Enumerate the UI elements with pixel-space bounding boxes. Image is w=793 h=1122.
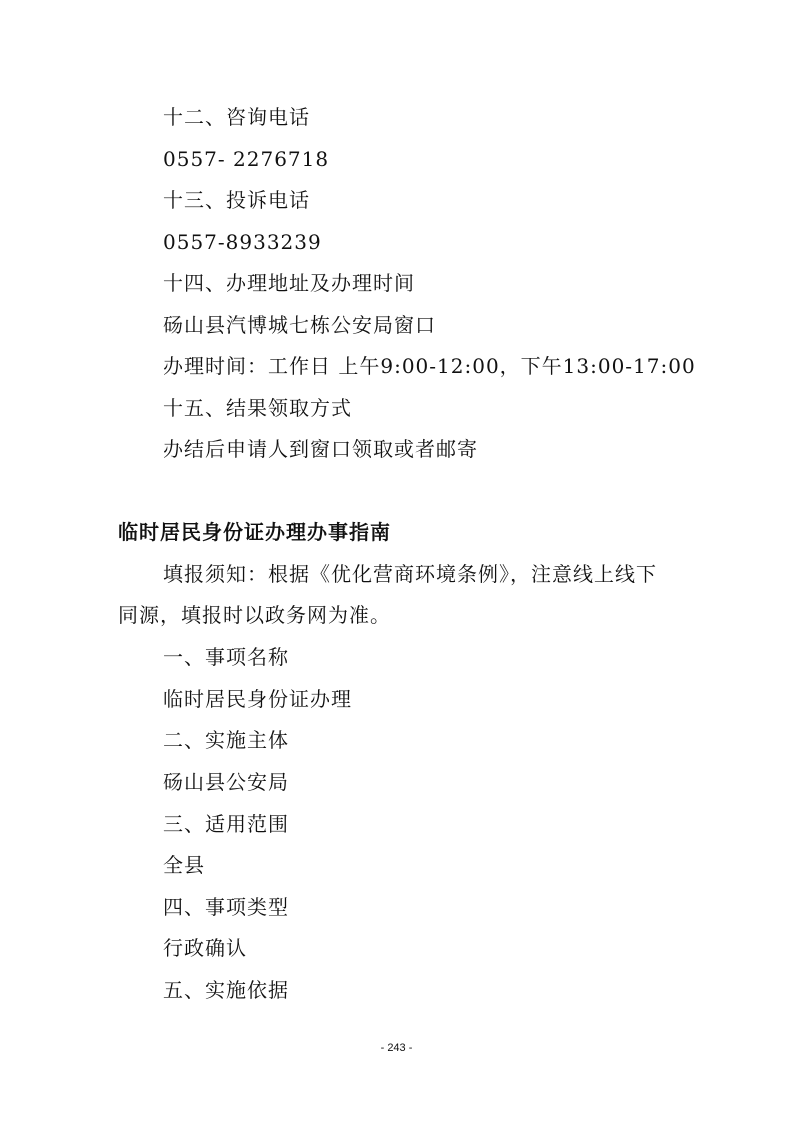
- page-number: - 243 -: [380, 1042, 413, 1054]
- heading-consult-phone: 十二、咨询电话: [163, 105, 310, 129]
- office-hours: 办理时间：工作日 上午9:00-12:00，下午13:00-17:00: [163, 354, 696, 378]
- complaint-phone-number: 0557-8933239: [163, 230, 322, 254]
- heading-address-hours: 十四、办理地址及办理时间: [163, 271, 415, 295]
- notice-line-1: 填报须知：根据《优化营商环境条例》，注意线上线下: [163, 562, 657, 586]
- item-type-value: 行政确认: [163, 936, 247, 960]
- office-address: 砀山县汽博城七栋公安局窗口: [163, 313, 436, 337]
- heading-implementing-body: 二、实施主体: [163, 728, 289, 752]
- heading-result-pickup: 十五、结果领取方式: [163, 396, 352, 420]
- heading-item-type: 四、事项类型: [163, 895, 289, 919]
- item-name-value: 临时居民身份证办理: [163, 687, 352, 711]
- heading-item-name: 一、事项名称: [163, 645, 289, 669]
- notice-line-2: 同源，填报时以政务网为准。: [118, 603, 391, 627]
- heading-legal-basis: 五、实施依据: [163, 978, 289, 1002]
- consult-phone-number: 0557- 2276718: [163, 147, 330, 171]
- heading-complaint-phone: 十三、投诉电话: [163, 188, 310, 212]
- section-title: 临时居民身份证办理办事指南: [118, 520, 391, 544]
- implementing-body-value: 砀山县公安局: [163, 770, 289, 794]
- scope-value: 全县: [163, 853, 205, 877]
- heading-scope: 三、适用范围: [163, 812, 289, 836]
- result-pickup-method: 办结后申请人到窗口领取或者邮寄: [163, 437, 478, 461]
